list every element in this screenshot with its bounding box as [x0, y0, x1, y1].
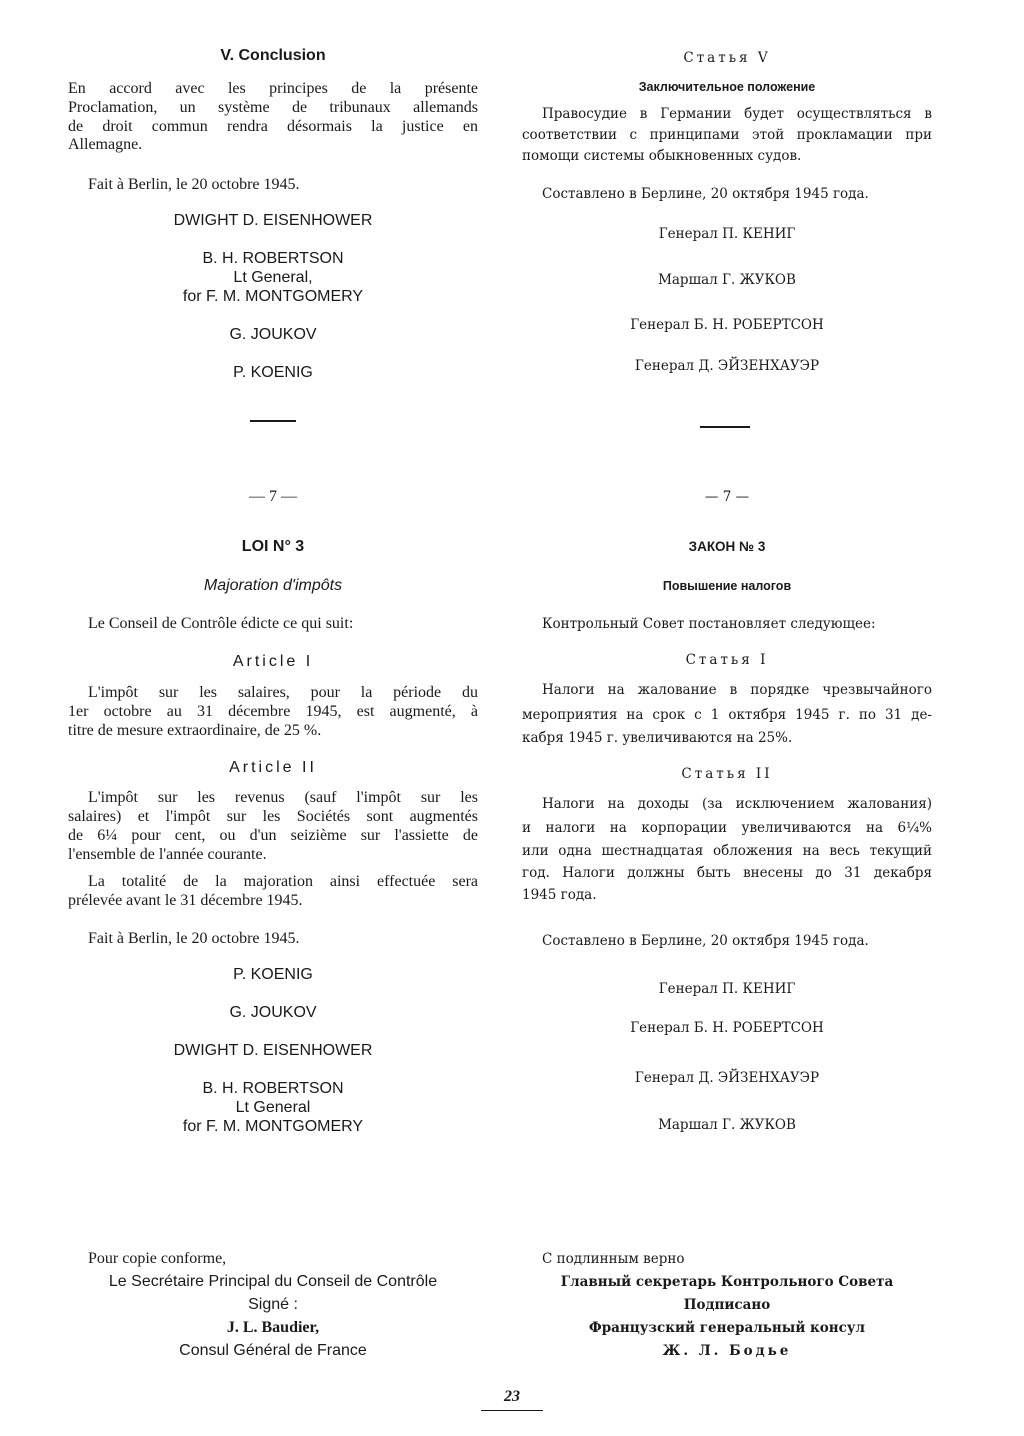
- ru-certification-line: Главный секретарь Контрольного Совета: [560, 1274, 894, 1290]
- fr-signatory: DWIGHT D. EISENHOWER: [173, 212, 373, 229]
- page-number-underline: [481, 1410, 543, 1411]
- ru-article-title: Статья I: [685, 652, 769, 668]
- fr-law-signatory: P. KOENIG: [233, 966, 313, 983]
- ru-conclusion-line: Правосудие в Германии будет осуществляться в: [542, 106, 932, 122]
- fr-article2-line: l'ensemble de l'année courante.: [68, 846, 267, 863]
- fr-law-place-date: Fait à Berlin, le 20 octobre 1945.: [88, 930, 300, 947]
- fr-law-signatory: DWIGHT D. EISENHOWER: [173, 1042, 373, 1059]
- fr-certification-line: Le Secrétaire Principal du Conseil de Contrôle: [108, 1273, 438, 1290]
- fr-article-title: Article I: [232, 653, 314, 670]
- fr-certification-name: J. L. Baudier,: [226, 1319, 320, 1336]
- ru-certification-line: С подлинным верно: [542, 1251, 685, 1267]
- ru-article2-line: 1945 года.: [522, 887, 597, 903]
- fr-article2-line: salaires) et l'impôt sur les Sociétés sont augmentés: [68, 808, 478, 825]
- fr-section-number: — 7 —: [249, 488, 297, 505]
- ru-certification-line: Французский генеральный консул: [588, 1320, 866, 1336]
- fr-article1-line: titre de mesure extraordinaire, de 25 %.: [68, 722, 322, 739]
- page-number: 23: [504, 1388, 520, 1405]
- fr-conclusion-title: V. Conclusion: [220, 47, 326, 64]
- fr-article2-line: L'impôt sur les revenus (sauf l'impôt sur les: [88, 789, 478, 806]
- ru-law-place-date: Составлено в Берлине, 20 октября 1945 года.: [542, 933, 869, 949]
- fr-conclusion-line: En accord avec les principes de la présente: [68, 80, 478, 97]
- fr-law-signatory: B. H. ROBERTSON: [202, 1080, 344, 1097]
- ru-law-subtitle: Повышение налогов: [662, 579, 792, 593]
- fr-signatory-rank: Lt General,: [233, 269, 313, 286]
- fr-certification-line: Pour copie conforme,: [88, 1250, 227, 1267]
- ru-article-title: Статья II: [681, 766, 773, 782]
- ru-signatory: Генерал Д. ЭЙЗЕНХАУЭР: [634, 358, 820, 374]
- ru-article1-line: кабря 1945 г. увеличиваются на 25%.: [522, 730, 793, 746]
- ru-preamble: Контрольный Совет постановляет следующее:: [542, 616, 876, 632]
- ru-law-title: ЗАКОН № 3: [688, 539, 766, 554]
- fr-law-signatory: for F. M. MONTGOMERY: [182, 1118, 364, 1135]
- fr-divider: [250, 420, 296, 422]
- ru-certification-line: Подписано: [683, 1297, 771, 1313]
- fr-signatory: for F. M. MONTGOMERY: [182, 288, 364, 305]
- ru-article-heading: Статья V: [683, 50, 771, 66]
- fr-article1-line: L'impôt sur les salaires, pour la période du: [88, 684, 478, 701]
- ru-article1-line: Налоги на жалование в порядке чрезвычайного: [542, 682, 932, 698]
- ru-conclusion-title: Заключительное положение: [638, 80, 816, 94]
- fr-conclusion-line: Allemagne.: [68, 136, 143, 153]
- fr-conclusion-line: Proclamation, un système de tribunaux allemands: [68, 99, 478, 116]
- ru-law-signatory: Маршал Г. ЖУКОВ: [658, 1117, 796, 1133]
- fr-article2-line: de 6¼ pour cent, ou d'un seizième sur l'assiette de: [68, 827, 478, 844]
- ru-conclusion-line: помощи системы обыкновенных судов.: [522, 148, 802, 164]
- ru-signatory: Генерал П. КЕНИГ: [658, 226, 796, 242]
- ru-place-date: Составлено в Берлине, 20 октября 1945 года.: [542, 186, 869, 202]
- ru-certification-name: Ж. Л. Бодье: [662, 1343, 792, 1359]
- ru-signatory: Генерал Б. Н. РОБЕРТСОН: [630, 317, 824, 333]
- ru-conclusion-line: соответствии с принципами этой прокламации при: [522, 127, 932, 143]
- fr-signatory: P. KOENIG: [233, 364, 313, 381]
- ru-article2-line: год. Налоги должны быть внесены до 31 декабря: [522, 865, 932, 881]
- ru-article1-line: мероприятия на срок с 1 октября 1945 г. по 31 де-: [522, 707, 932, 723]
- ru-article2-line: или одна шестнадцатая обложения на весь текущий: [522, 843, 932, 859]
- fr-preamble: Le Conseil de Contrôle édicte ce qui suit:: [88, 615, 354, 632]
- ru-law-signatory: Генерал Д. ЭЙЗЕНХАУЭР: [634, 1070, 820, 1086]
- ru-article2-line: и налоги на корпорации увеличиваются на 6¼%: [522, 820, 932, 836]
- fr-certification-line: Consul Général de France: [179, 1342, 367, 1359]
- fr-article-title: Article II: [229, 759, 317, 776]
- fr-law-signatory: G. JOUKOV: [229, 1004, 317, 1021]
- fr-law-subtitle: Majoration d'impôts: [203, 577, 343, 594]
- fr-place-date: Fait à Berlin, le 20 octobre 1945.: [88, 176, 300, 193]
- ru-section-number: — 7 —: [704, 489, 750, 505]
- ru-article2-line: Налоги на доходы (за исключением жалования): [542, 796, 932, 812]
- ru-signatory: Маршал Г. ЖУКОВ: [658, 272, 796, 288]
- fr-article2-line: prélevée avant le 31 décembre 1945.: [68, 892, 303, 909]
- fr-article1-line: 1er octobre au 31 décembre 1945, est augmenté, à: [68, 703, 478, 720]
- fr-certification-line: Signé :: [248, 1296, 298, 1313]
- fr-conclusion-line: de droit commun rendra désormais la justice en: [68, 118, 478, 135]
- ru-law-signatory: Генерал П. КЕНИГ: [658, 981, 796, 997]
- ru-law-signatory: Генерал Б. Н. РОБЕРТСОН: [630, 1020, 824, 1036]
- fr-law-title: LOI N° 3: [241, 538, 305, 555]
- fr-signatory: G. JOUKOV: [229, 326, 317, 343]
- ru-divider: [700, 426, 750, 428]
- fr-law-signatory-rank: Lt General: [235, 1099, 311, 1116]
- fr-signatory: B. H. ROBERTSON: [202, 250, 344, 267]
- fr-article2-line: La totalité de la majoration ainsi effectuée sera: [88, 873, 478, 890]
